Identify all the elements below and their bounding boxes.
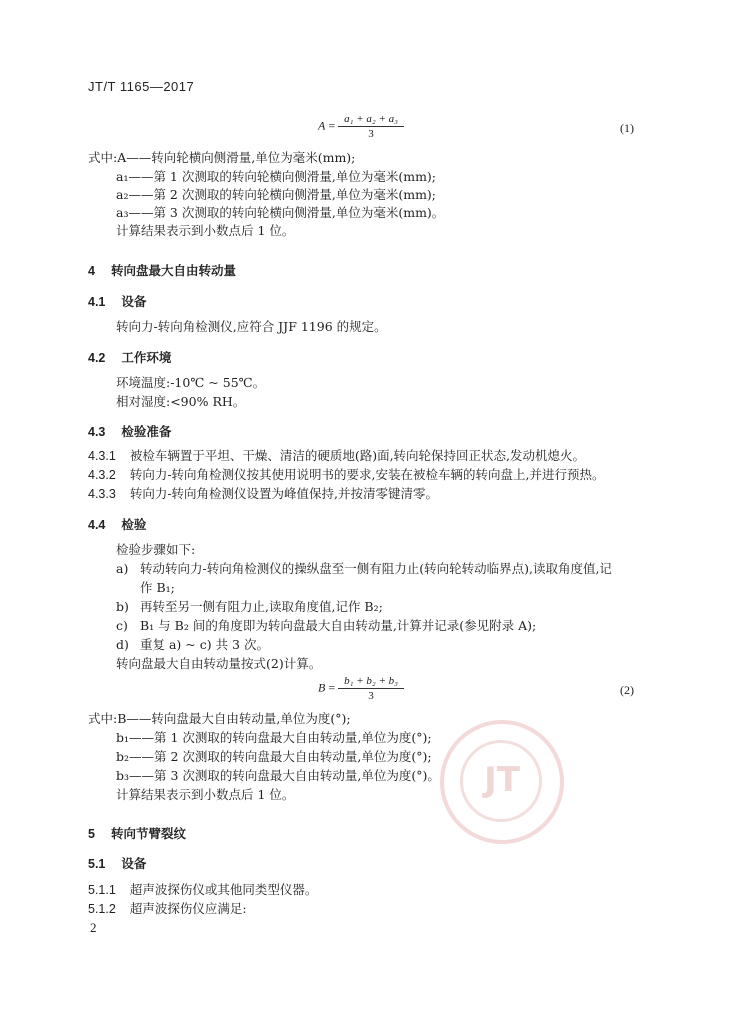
standard-code: JT/T 1165—2017 [88,79,195,94]
calc-note-2: 计算结果表示到小数点后 1 位。 [116,787,295,802]
formula-1-number: (1) [620,121,634,135]
where2-line-2: b₂——第 2 次测取的转向盘最大自由转动量,单位为度(°); [116,749,432,764]
section-4-4-heading: 4.4 检验 [88,517,147,532]
step-a-cont: 作 B₁; [140,580,175,595]
step-c: c) B₁ 与 B₂ 间的角度即为转向盘最大自由转动量,计算并记录(参见附录 A); [116,618,537,633]
where1-line-3: a₃——第 3 次测取的转向轮横向侧滑量,单位为毫米(mm)。 [116,205,445,220]
step-a: a) 转动转向力-转向角检测仪的操纵盘至一侧有阻力止(转向轮转动临界点),读取角度值,记 [116,561,612,576]
formula-2-lhs: B [318,680,326,695]
formula-1-lhs: A [318,118,326,133]
step-d: d) 重复 a) ~ c) 共 3 次。 [116,637,269,652]
formula-1: A = $\frac{\text{a₁ + a₂ + a₃}}{3}$ [318,113,404,140]
item-5-1-2: 5.1.2 超声波探伤仪应满足: [88,901,247,916]
page-number: 2 [90,920,97,935]
calc-instruction: 转向盘最大自由转动量按式(2)计算。 [116,656,322,671]
where1-line-2: a₂——第 2 次测取的转向轮横向侧滑量,单位为毫米(mm); [116,187,437,202]
where1-line-0: 式中:A——转向轮横向侧滑量,单位为毫米(mm); [88,150,356,165]
section-4-2-heading: 4.2 工作环境 [88,350,172,365]
item-4-3-3: 4.3.3 转向力-转向角检测仪设置为峰值保持,并按清零键清零。 [88,486,439,501]
where2-line-1: b₁——第 1 次测取的转向盘最大自由转动量,单位为度(°); [116,730,432,745]
section-4-3-heading: 4.3 检验准备 [88,424,172,439]
calc-note-1: 计算结果表示到小数点后 1 位。 [116,223,295,238]
formula-2-numerator: b₁ + b₂ + b₃ [338,675,404,689]
formula-2-denominator: 3 [368,690,374,702]
item-4-3-2: 4.3.2 转向力-转向角检测仪按其使用说明书的要求,安装在被检车辆的转向盘上,并进行预热。 [88,467,605,482]
formula-1-denominator: 3 [368,128,374,140]
env-temperature: 环境温度:-10℃ ~ 55℃。 [116,375,266,390]
section-5-1-heading: 5.1 设备 [88,856,147,871]
formula-1-numerator: a₁ + a₂ + a₃ [338,113,404,127]
where2-line-3: b₃——第 3 次测取的转向盘最大自由转动量,单位为度(°)。 [116,768,440,783]
jt-watermark-logo: JT [440,720,564,844]
section-5-heading: 5 转向节臂裂纹 [88,826,186,841]
formula-2-number: (2) [620,683,634,697]
env-humidity: 相对湿度:<90% RH。 [116,394,246,409]
item-4-3-1: 4.3.1 被检车辆置于平坦、干燥、清洁的硬质地(路)面,转向轮保持回正状态,发动机熄火。 [88,448,586,463]
item-5-1-1: 5.1.1 超声波探伤仪或其他同类型仪器。 [88,882,318,897]
section-4-1-heading: 4.1 设备 [88,294,147,309]
where1-line-1: a₁——第 1 次测取的转向轮横向侧滑量,单位为毫米(mm); [116,169,437,184]
steps-intro: 检验步骤如下: [116,542,196,557]
where2-line-0: 式中:B——转向盘最大自由转动量,单位为度(°); [88,711,351,726]
step-b: b) 再转至另一侧有阻力止,读取角度值,记作 B₂; [116,599,383,614]
section-4-1-body: 转向力-转向角检测仪,应符合 JJF 1196 的规定。 [116,319,387,334]
section-4-heading: 4 转向盘最大自由转动量 [88,263,236,278]
formula-2: B = $\frac{\text{b₁ + b₂ + b₃}}{3}$ [318,675,404,702]
